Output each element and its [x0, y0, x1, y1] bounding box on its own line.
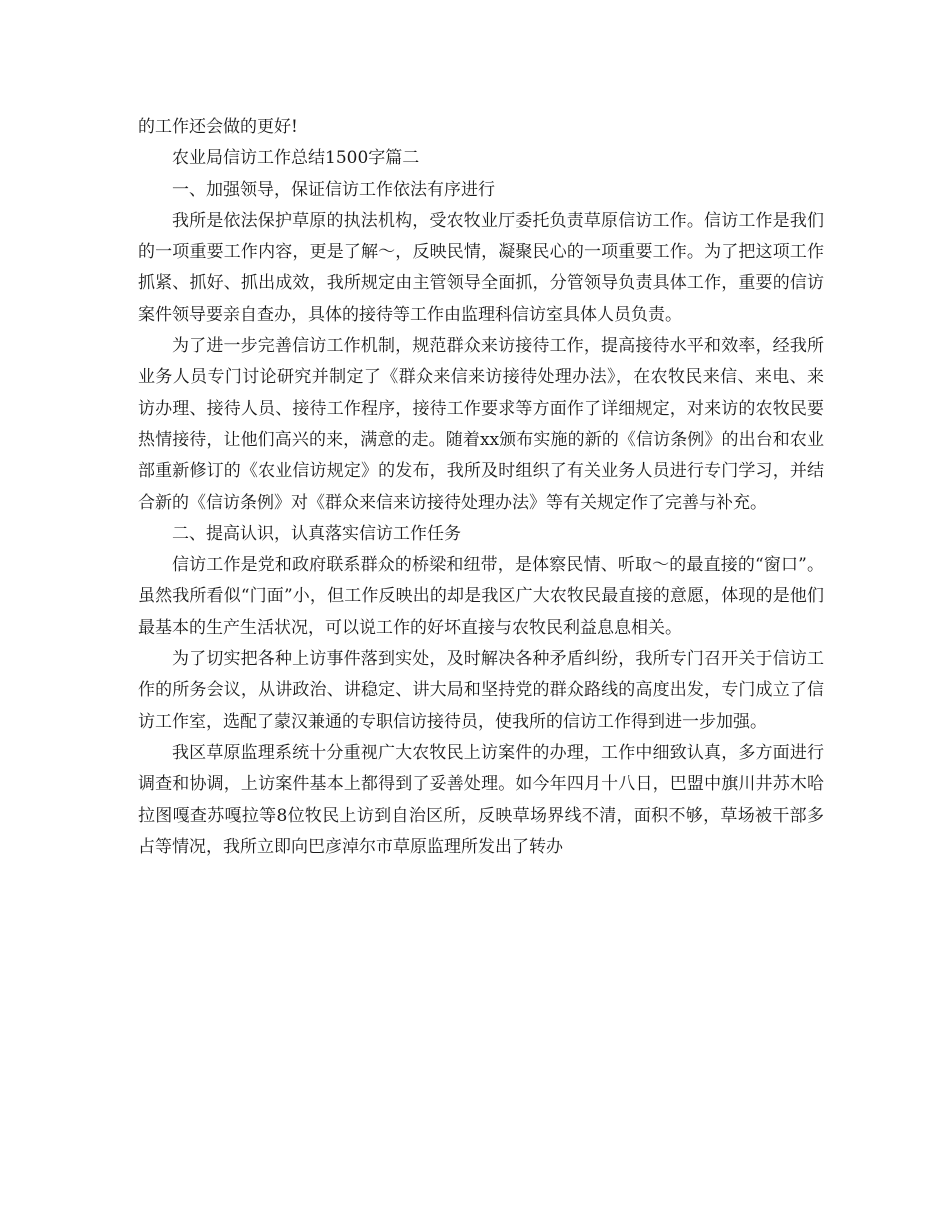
heading-1: 一、加强领导，保证信访工作依法有序进行	[172, 179, 495, 200]
heading-2: 二、提高认识，认真落实信访工作任务	[172, 523, 461, 544]
paragraph-7: 信访工作是党和政府联系群众的桥梁和纽带，是体察民情、听取～的最直接的“窗口”。虽然我所看似“门面”小，但工作反映出的却是我区广大农牧民最直接的意愿，体现的是他们最基本的生产生活状况，可以说工作的好坏直接与农牧民利益息息相关。	[138, 555, 824, 638]
paragraph-1: 的工作还会做的更好!	[138, 117, 298, 137]
document-body	[138, 112, 824, 863]
section-title: 农业局信访工作总结1500字篇二	[172, 148, 420, 169]
paragraph-5: 为了进一步完善信访工作机制，规范群众来访接待工作，提高接待水平和效率，经我所业务人员专门讨论研究并制定了《群众来信来访接待处理办法》，在农牧民来信、来电、来访办理、接待人员、接待工作程序，接待工作要求等方面作了详细规定，对来访的农牧民要热情接待，让他们高兴的来，满意的走。随着xx颁布实施的新的《信访条例》的出台和农业部重新修订的《农业信访规定》的发布，我所及时组织了有关业务人员进行专门学习，并结合新的《信访条例》对《群众来信来访接待处理办法》等有关规定作了完善与补充。	[138, 336, 824, 513]
paragraph-4: 我所是依法保护草原的执法机构，受农牧业厅委托负责草原信访工作。信访工作是我们的一项重要工作内容，更是了解～，反映民情，凝聚民心的一项重要工作。为了把这项工作抓紧、抓好、抓出成效，我所规定由主管领导全面抓，分管领导负责具体工作，重要的信访案件领导要亲自查办，具体的接待等工作由监理科信访室具体人员负责。	[138, 210, 824, 325]
paragraph-9: 我区草原监理系统十分重视广大农牧民上访案件的办理，工作中细致认真，多方面进行调查和协调，上访案件基本上都得到了妥善处理。如今年四月十八日，巴盟中旗川井苏木哈拉图嘎查苏嘎拉等8位牧民上访到自治区所，反映草场界线不清，面积不够，草场被干部多占等情况，我所立即向巴彦淖尔市草原监理所发出了转办	[138, 742, 824, 857]
paragraph-8: 为了切实把各种上访事件落到实处，及时解决各种矛盾纠纷，我所专门召开关于信访工作的所务会议，从讲政治、讲稳定、讲大局和坚持党的群众路线的高度出发，专门成立了信访工作室，选配了蒙汉兼通的专职信访接待员，使我所的信访工作得到进一步加强。	[138, 649, 824, 732]
